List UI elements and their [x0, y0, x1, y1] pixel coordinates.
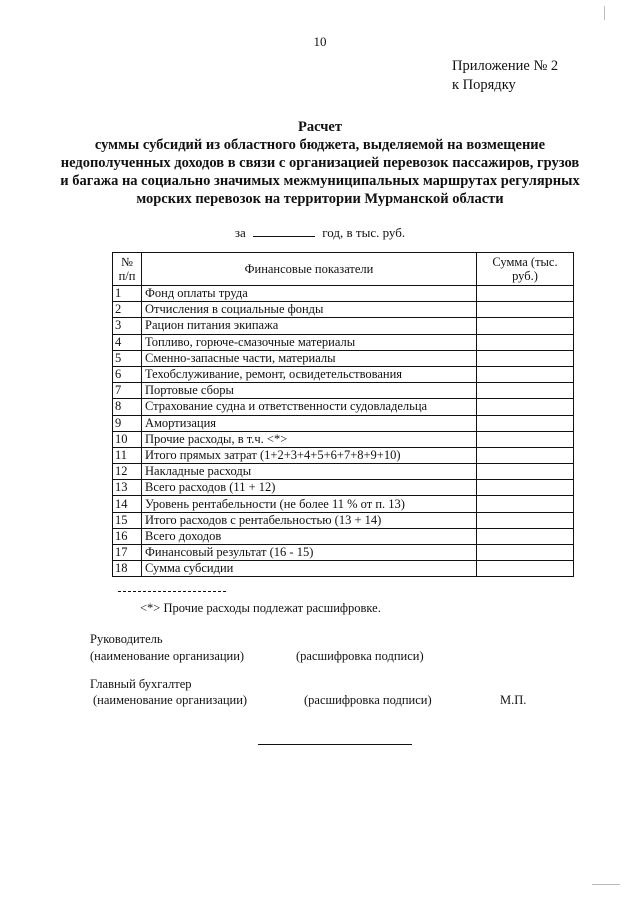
table-row: [113, 528, 574, 544]
row-sum-cell: [477, 415, 574, 431]
footnote: <*> Прочие расходы подлежат расшифровке.: [140, 601, 381, 615]
header-sum: Сумма (тыс. руб.): [477, 253, 574, 286]
row-sum-cell: [477, 334, 574, 350]
row-sum-cell: [477, 318, 574, 334]
row-sum-cell: [477, 302, 574, 318]
row-sum-cell: [477, 464, 574, 480]
row-indicator: Страхование судна и ответственности судовладельца: [142, 399, 477, 415]
table-row: [113, 480, 574, 496]
table-row: [113, 318, 574, 334]
seal-place: М.П.: [500, 693, 527, 707]
table-row: [113, 366, 574, 382]
row-number: 13: [113, 480, 142, 496]
accountant-org-caption: (наименование организации): [93, 693, 248, 707]
row-number: 9: [113, 415, 142, 431]
row-indicator: Всего доходов: [142, 528, 477, 544]
table-row: [113, 496, 574, 512]
row-number: 12: [113, 464, 142, 480]
header-num: № п/п: [113, 253, 142, 286]
table-row: [113, 561, 574, 577]
appendix-line-1: Приложение № 2: [452, 58, 559, 74]
row-indicator: Рацион питания экипажа: [142, 318, 477, 334]
row-indicator: Сумма субсидии: [142, 561, 477, 577]
row-sum-cell: [477, 366, 574, 382]
scan-mark: [592, 884, 620, 885]
table-row: [113, 512, 574, 528]
row-sum-cell: [477, 350, 574, 366]
year-blank-field: [253, 226, 315, 237]
table-body: [113, 286, 574, 577]
row-indicator: Техобслуживание, ремонт, освидетельствования: [142, 366, 477, 382]
row-number: 1: [113, 286, 142, 302]
row-number: 16: [113, 528, 142, 544]
table-row: [113, 545, 574, 561]
financial-table: [112, 252, 574, 577]
accountant-title: Главный бухгалтер: [90, 677, 192, 691]
row-number: 8: [113, 399, 142, 415]
document-title: Расчет: [298, 119, 342, 135]
table-row: [113, 334, 574, 350]
row-indicator: Всего расходов (11 + 12): [142, 480, 477, 496]
table-row: [113, 431, 574, 447]
table-row: [113, 383, 574, 399]
accountant-decoding-caption: (расшифровка подписи): [304, 693, 432, 707]
head-title: Руководитель: [90, 632, 163, 646]
bottom-divider: [258, 744, 412, 745]
row-indicator: Итого расходов с рентабельностью (13 + 14): [142, 512, 477, 528]
row-sum-cell: [477, 383, 574, 399]
footnote-divider: [118, 591, 226, 592]
row-indicator: Сменно-запасные части, материалы: [142, 350, 477, 366]
scan-mark: [604, 6, 605, 20]
page-number: 10: [313, 34, 327, 49]
table-row: [113, 464, 574, 480]
table-header-row: [113, 253, 574, 286]
table-row: [113, 415, 574, 431]
row-indicator: Топливо, горюче-смазочные материалы: [142, 334, 477, 350]
row-sum-cell: [477, 561, 574, 577]
row-sum-cell: [477, 480, 574, 496]
row-indicator: Прочие расходы, в т.ч. <*>: [142, 431, 477, 447]
period-prefix: за: [234, 225, 246, 240]
table-row: [113, 302, 574, 318]
row-number: 18: [113, 561, 142, 577]
row-number: 10: [113, 431, 142, 447]
row-sum-cell: [477, 528, 574, 544]
table-row: [113, 447, 574, 463]
row-number: 11: [113, 447, 142, 463]
row-indicator: Уровень рентабельности (не более 11 % от п. 13): [142, 496, 477, 512]
appendix-line-2: к Порядку: [452, 77, 516, 93]
row-number: 6: [113, 366, 142, 382]
document-subtitle: суммы субсидий из областного бюджета, выделяемой на возмещение недополученных доходов в связи с организацией перевозок пассажиров, грузов и багажа на социально значимых межмуниципальных маршрутах регулярных морских перевозок на территории Мурманской области: [60, 137, 580, 207]
row-indicator: Амортизация: [142, 415, 477, 431]
row-sum-cell: [477, 512, 574, 528]
header-indicator: Финансовые показатели: [142, 253, 477, 286]
row-number: 4: [113, 334, 142, 350]
row-number: 15: [113, 512, 142, 528]
row-indicator: Накладные расходы: [142, 464, 477, 480]
row-sum-cell: [477, 447, 574, 463]
row-indicator: Итого прямых затрат (1+2+3+4+5+6+7+8+9+10): [142, 447, 477, 463]
row-indicator: Финансовый результат (16 - 15): [142, 545, 477, 561]
table-row: [113, 350, 574, 366]
row-indicator: Отчисления в социальные фонды: [142, 302, 477, 318]
row-number: 14: [113, 496, 142, 512]
table-row: [113, 399, 574, 415]
appendix-block: [452, 57, 558, 95]
row-sum-cell: [477, 545, 574, 561]
row-indicator: Портовые сборы: [142, 383, 477, 399]
row-number: 7: [113, 383, 142, 399]
row-sum-cell: [477, 431, 574, 447]
row-number: 3: [113, 318, 142, 334]
period-line: [0, 225, 640, 241]
row-sum-cell: [477, 399, 574, 415]
row-sum-cell: [477, 496, 574, 512]
row-indicator: Фонд оплаты труда: [142, 286, 477, 302]
table-row: [113, 286, 574, 302]
row-number: 17: [113, 545, 142, 561]
row-sum-cell: [477, 286, 574, 302]
row-number: 2: [113, 302, 142, 318]
head-org-caption: (наименование организации): [90, 649, 245, 663]
period-suffix: год, в тыс. руб.: [322, 225, 406, 240]
row-number: 5: [113, 350, 142, 366]
head-decoding-caption: (расшифровка подписи): [296, 649, 424, 663]
